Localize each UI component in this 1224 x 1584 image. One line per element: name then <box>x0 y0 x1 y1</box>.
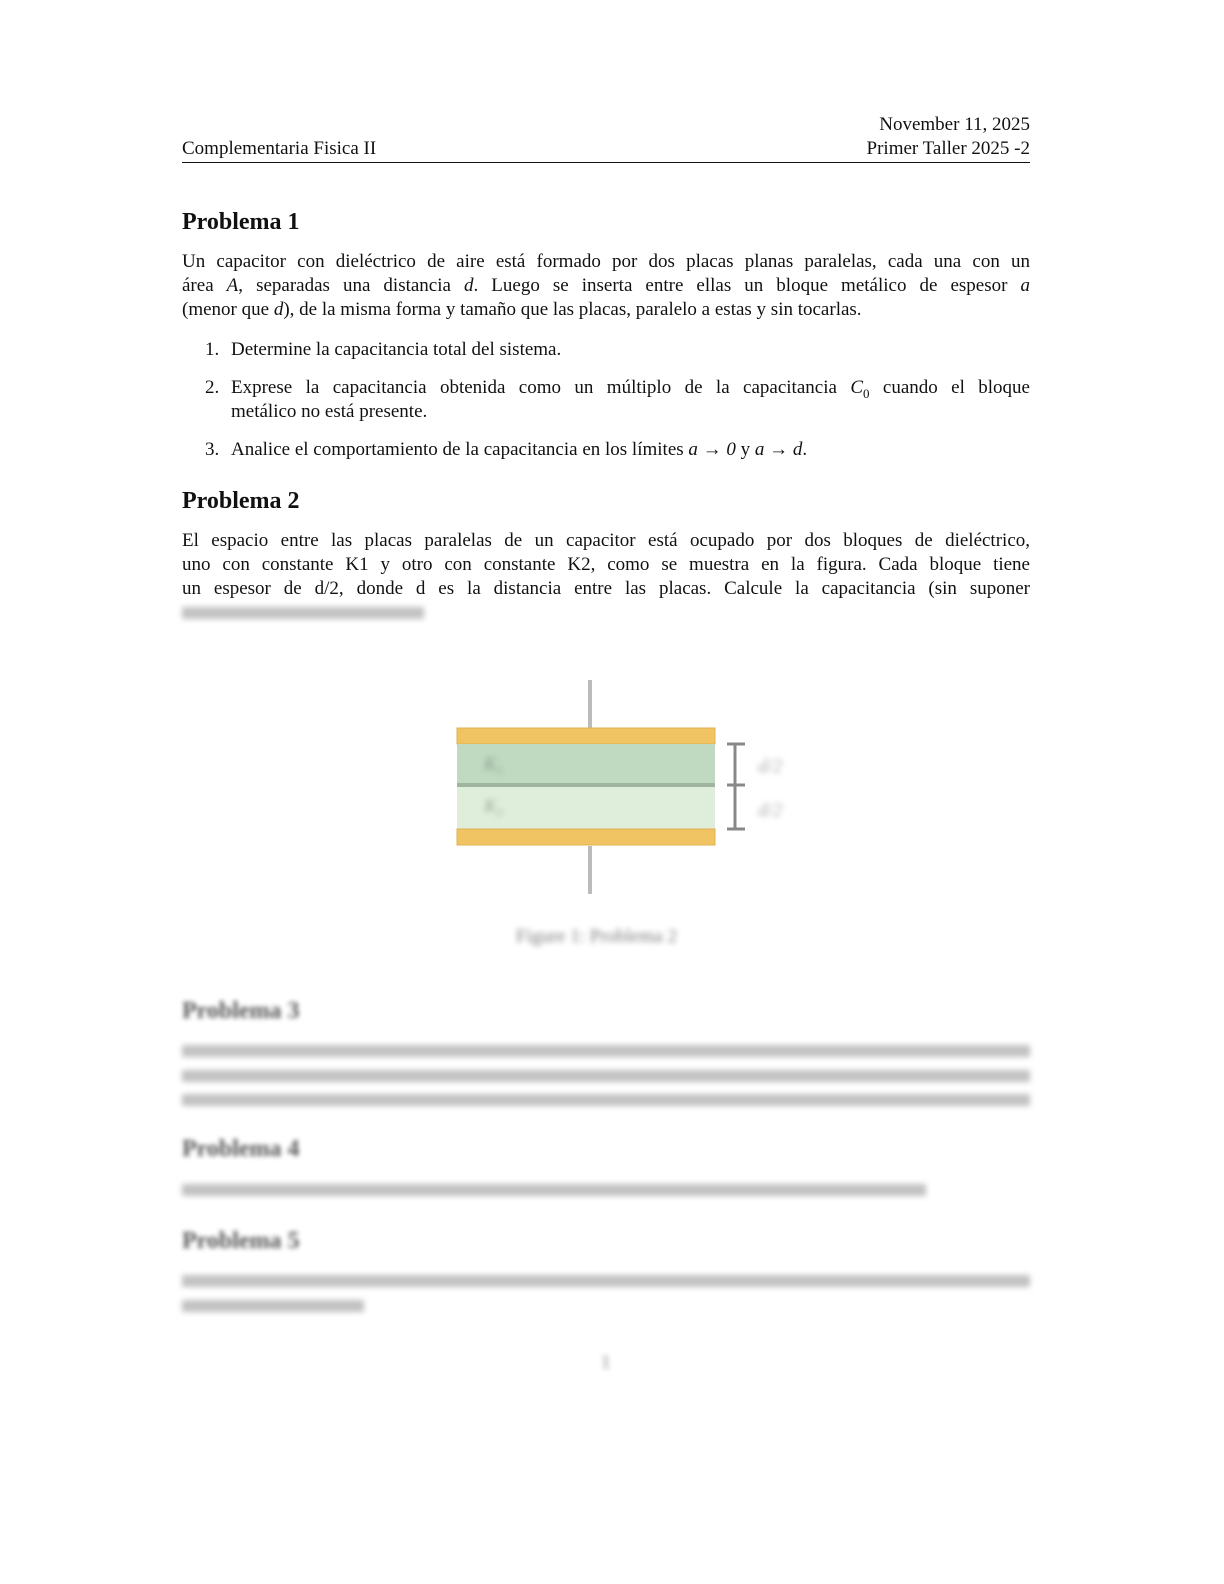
blurred-text <box>182 1094 1030 1106</box>
top-wire <box>588 680 592 730</box>
top-plate <box>457 728 715 744</box>
list-item: Determine la capacitancia total del sistema. <box>231 339 562 360</box>
blurred-text <box>182 607 424 619</box>
bottom-plate <box>457 829 715 845</box>
problem1-title: Problema 1 <box>182 209 300 235</box>
list-item: Analice el comportamiento de la capacitancia en los límites a → 0 y a → d. <box>231 439 808 460</box>
dim-label-top: d/2 <box>758 756 783 777</box>
problem1-line: (menor que d), de la misma forma y tamaño que las placas, paralelo a estas y sin tocarlas. <box>182 299 862 320</box>
problem5-title: Problema 5 <box>182 1228 300 1254</box>
label-k1: $K_1$ <box>484 754 503 777</box>
blurred-text <box>182 1045 1030 1057</box>
list-number: 3. <box>205 439 220 460</box>
dielectric-divider <box>457 783 715 787</box>
list-number: 1. <box>205 339 220 360</box>
header-rule <box>182 162 1030 163</box>
problem1-line: Un capacitor con dieléctrico de aire está formado por dos placas planas paralelas, cada una con un <box>182 251 1030 272</box>
blurred-text <box>182 1184 926 1196</box>
blurred-text <box>182 1070 1030 1082</box>
list-item: Exprese la capacitancia obtenida como un múltiplo de la capacitancia $C_0$ cuando el bloque <box>231 377 1030 401</box>
page-number: 1 <box>601 1352 611 1373</box>
dimension-bracket <box>727 744 745 829</box>
list-number: 2. <box>205 377 220 398</box>
dim-label-bottom: d/2 <box>758 800 783 821</box>
problem2-title: Problema 2 <box>182 488 300 514</box>
blurred-text <box>182 1275 1030 1287</box>
problem2-line: un espesor de d/2, donde d es la distancia entre las placas. Calcule la capacitancia (sin suponer <box>182 578 1030 599</box>
problem2-line: El espacio entre las placas paralelas de un capacitor está ocupado por dos bloques de dieléctrico, <box>182 530 1030 551</box>
list-item-cont: metálico no está presente. <box>231 401 428 422</box>
header-subtitle: Primer Taller 2025 -2 <box>866 138 1030 159</box>
header-course: Complementaria Fisica II <box>182 138 377 159</box>
problem4-title: Problema 4 <box>182 1136 300 1162</box>
figure-caption: Figure 1: Problema 2 <box>516 926 677 947</box>
label-k2: $K_2$ <box>484 796 503 819</box>
problem2-line: uno con constante K1 y otro con constante K2, como se muestra en la figura. Cada bloque tiene <box>182 554 1030 575</box>
problem3-title: Problema 3 <box>182 998 300 1024</box>
capacitor-figure <box>390 670 820 900</box>
blurred-text <box>182 1300 364 1312</box>
bottom-wire <box>588 846 592 894</box>
problem1-line: área A, separadas una distancia d. Luego se inserta entre ellas un bloque metálico de espesor a <box>182 275 1031 296</box>
header-date: November 11, 2025 <box>879 114 1030 135</box>
